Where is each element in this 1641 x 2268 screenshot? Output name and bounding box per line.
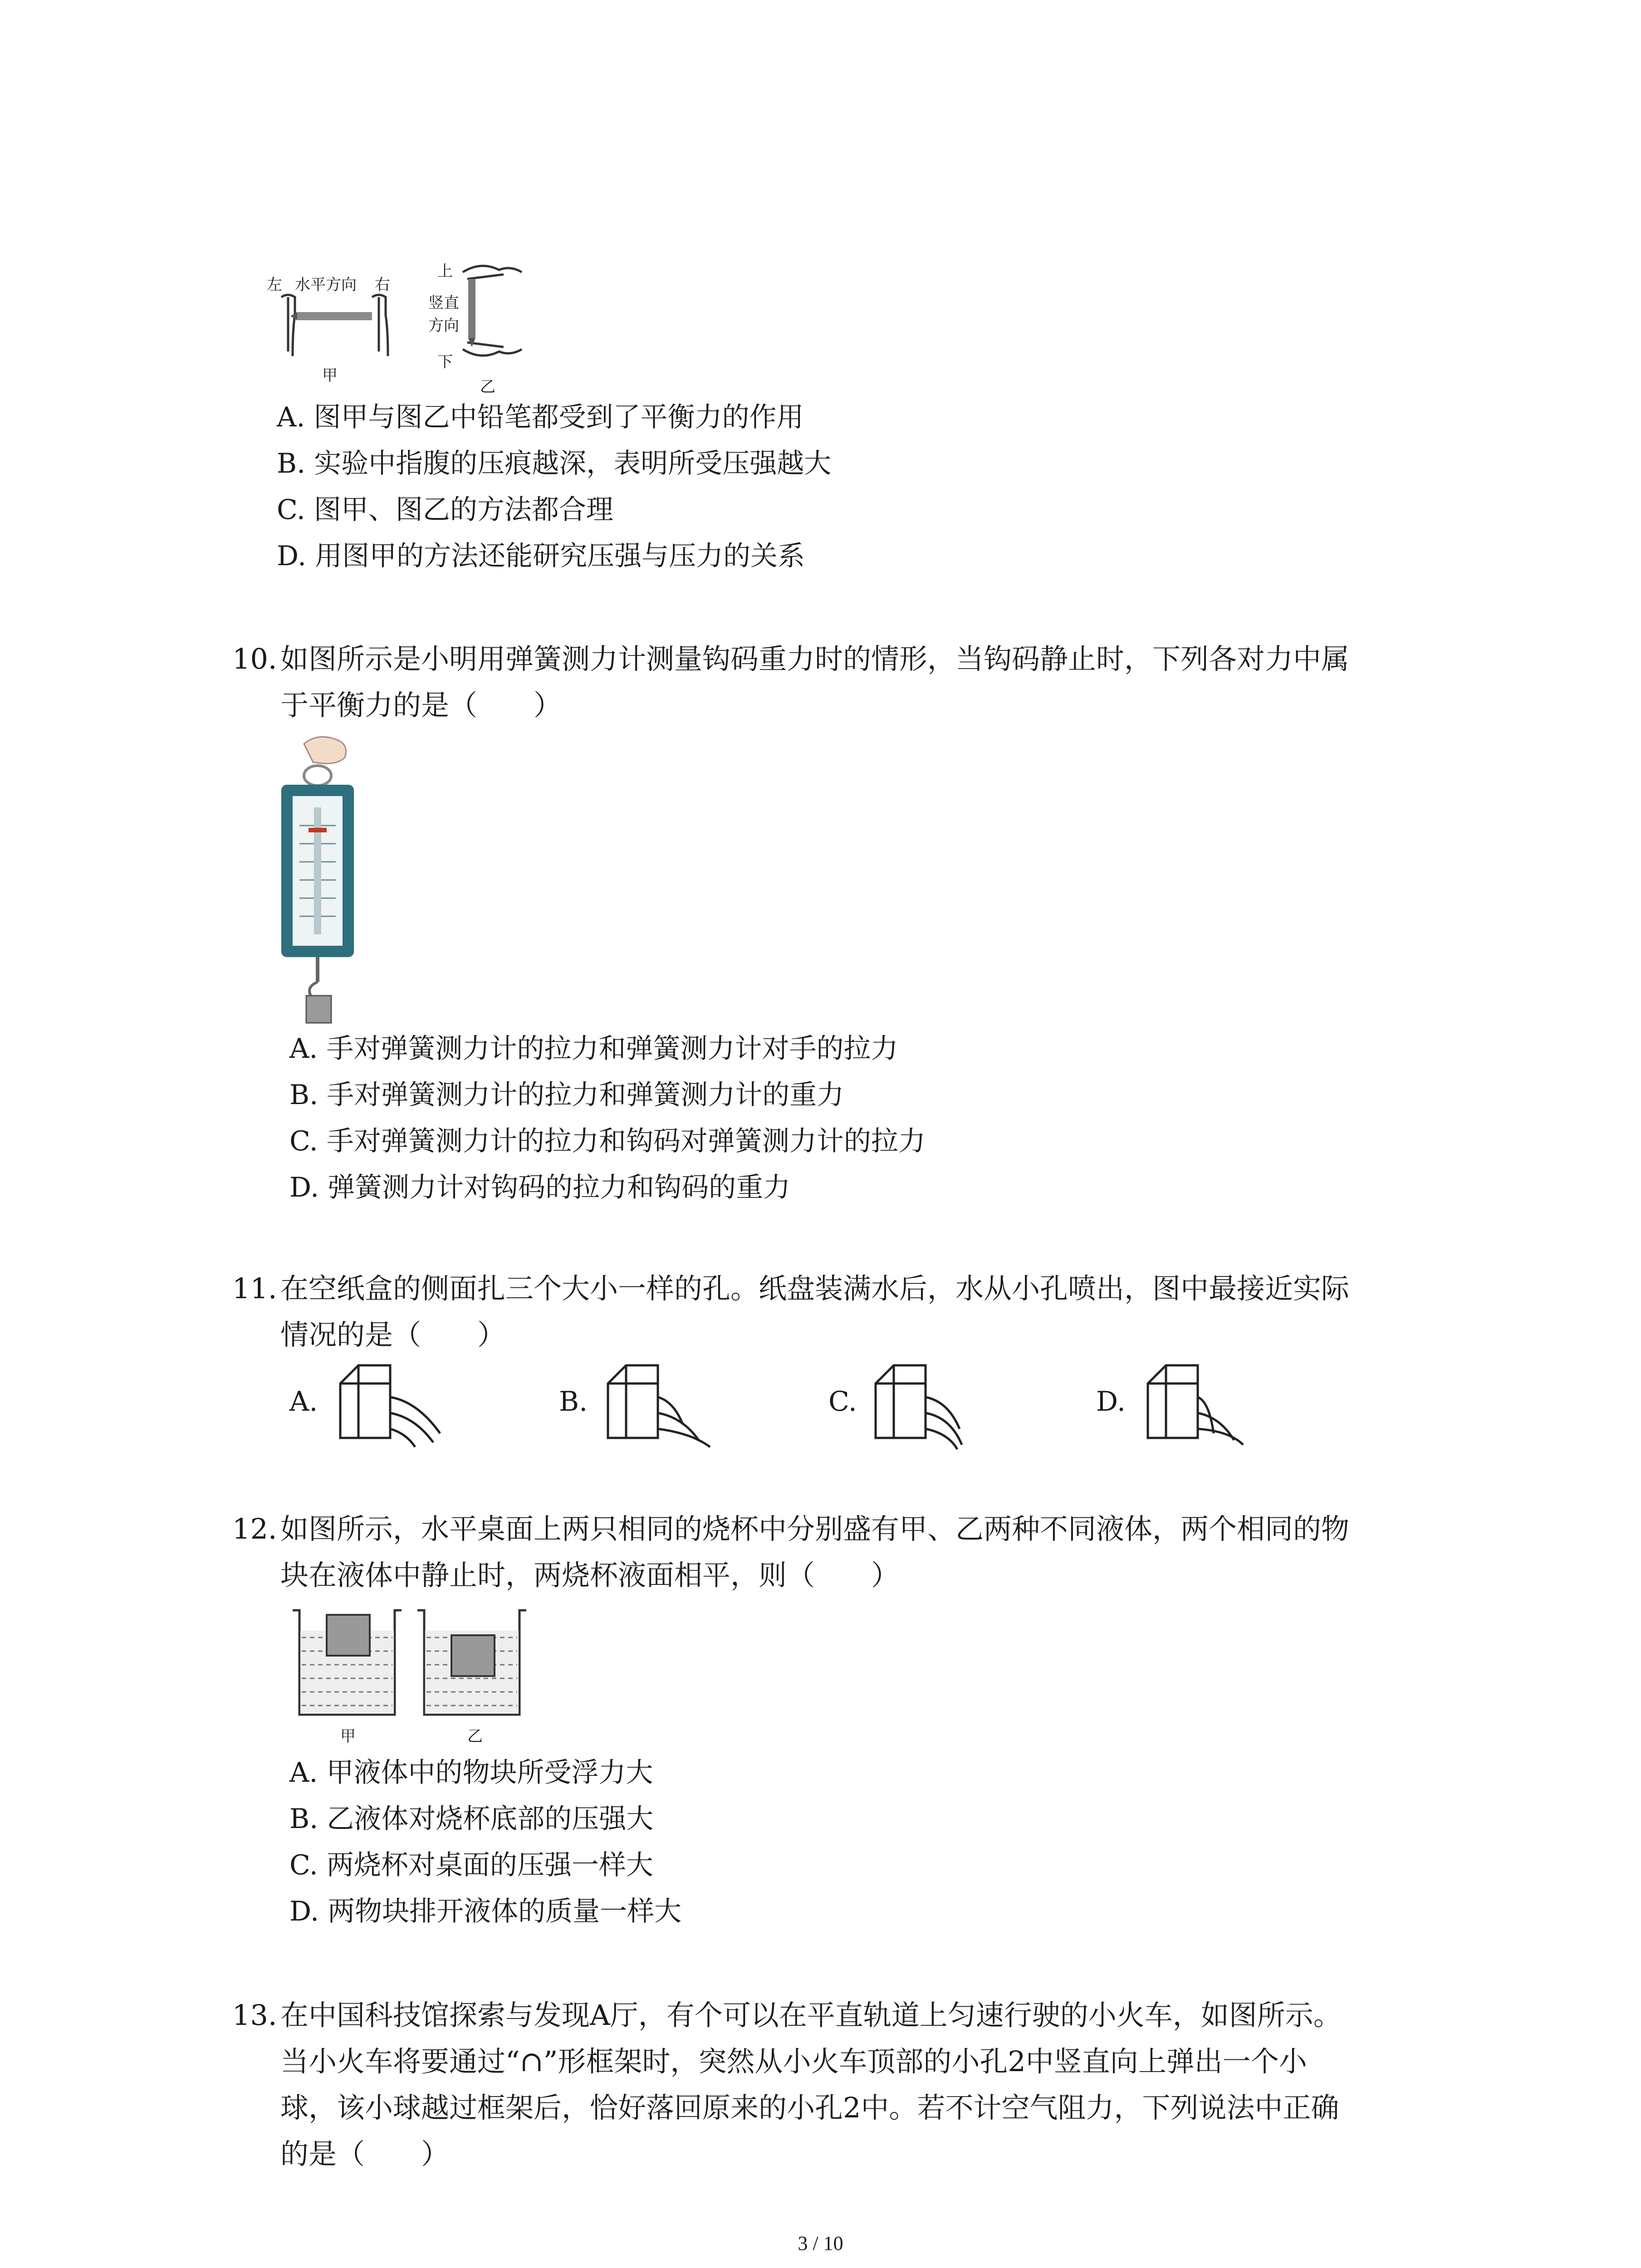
- q11-number: 11.: [232, 1272, 277, 1305]
- q12-option-c[interactable]: C. 两烧杯对桌面的压强一样大: [289, 1849, 653, 1881]
- q11-choice-c-label[interactable]: C.: [828, 1386, 857, 1418]
- label-jia: 甲: [322, 367, 338, 385]
- q11-choice-d-carton[interactable]: [1143, 1356, 1252, 1456]
- q11-choice-a-label[interactable]: A.: [289, 1386, 318, 1418]
- q13-stem-line4: 的是（ ）: [280, 2137, 450, 2170]
- label-up: 上: [437, 262, 453, 280]
- page-number: 3 / 10: [798, 2232, 843, 2254]
- label-right: 右: [375, 276, 390, 294]
- q12-label-jia: 甲: [340, 1727, 356, 1745]
- q10-option-d[interactable]: D. 弹簧测力计对钩码的拉力和钩码的重力: [289, 1172, 791, 1203]
- q10-stem-line1: 如图所示是小明用弹簧测力计测量钩码重力时的情形，当钩码静止时，下列各对力中属: [280, 642, 1350, 675]
- q10-number: 10.: [232, 642, 277, 675]
- q10-option-a[interactable]: A. 手对弹簧测力计的拉力和弹簧测力计对手的拉力: [289, 1033, 898, 1065]
- q11-choice-c-carton[interactable]: [871, 1356, 980, 1456]
- beaker-jia-illustration: [290, 1606, 404, 1719]
- label-horizontal: 水平方向: [295, 276, 357, 294]
- label-vertical-2: 方向: [428, 317, 459, 335]
- beaker-yi-illustration: [415, 1606, 529, 1719]
- q9-option-d[interactable]: D. 用图甲的方法还能研究压强与压力的关系: [277, 540, 805, 572]
- q12-number: 12.: [232, 1512, 277, 1545]
- spring-scale-illustration: [272, 735, 363, 1025]
- q11-choice-d-label[interactable]: D.: [1096, 1386, 1126, 1418]
- q9-option-c[interactable]: C. 图甲、图乙的方法都合理: [277, 494, 613, 526]
- q13-stem-line1: 在中国科技馆探索与发现A厅，有个可以在平直轨道上匀速行驶的小火车，如图所示。: [280, 1999, 1342, 2032]
- q11-stem-line2: 情况的是（ ）: [280, 1318, 506, 1351]
- label-vertical-1: 竖直: [428, 294, 459, 312]
- q12-option-d[interactable]: D. 两物块排开液体的质量一样大: [289, 1896, 682, 1927]
- q13-stem-line3: 球，该小球越过框架后，恰好落回原来的小孔2中。若不计空气阻力，下列说法中正确: [280, 2091, 1339, 2124]
- label-left: 左: [267, 276, 282, 294]
- q9-option-b[interactable]: B. 实验中指腹的压痕越深，表明所受压强越大: [277, 448, 832, 479]
- q12-option-a[interactable]: A. 甲液体中的物块所受浮力大: [289, 1757, 653, 1789]
- q11-choice-b-carton[interactable]: [603, 1356, 712, 1456]
- label-down: 下: [437, 353, 453, 371]
- q10-option-b[interactable]: B. 手对弹簧测力计的拉力和弹簧测力计的重力: [289, 1079, 844, 1111]
- q11-choice-a-carton[interactable]: [336, 1356, 445, 1456]
- pencil-horizontal-illustration: [272, 290, 399, 363]
- pencil-vertical-illustration: [458, 261, 535, 365]
- q11-choice-b-label[interactable]: B.: [559, 1386, 588, 1418]
- q12-stem-line1: 如图所示，水平桌面上两只相同的烧杯中分别盛有甲、乙两种不同液体，两个相同的物: [280, 1512, 1350, 1545]
- q9-option-a[interactable]: A. 图甲与图乙中铅笔都受到了平衡力的作用: [277, 401, 804, 433]
- label-yi: 乙: [480, 378, 495, 396]
- q13-stem-line2: 当小火车将要通过“∩”形框架时，突然从小火车顶部的小孔2中竖直向上弹出一个小: [280, 2045, 1307, 2078]
- q12-label-yi: 乙: [467, 1727, 483, 1745]
- q12-option-b[interactable]: B. 乙液体对烧杯底部的压强大: [289, 1803, 654, 1835]
- q13-number: 13.: [232, 1999, 277, 2032]
- q10-stem-line2: 于平衡力的是（ ）: [280, 689, 562, 722]
- q10-option-c[interactable]: C. 手对弹簧测力计的拉力和钩码对弹簧测力计的拉力: [289, 1125, 926, 1157]
- q12-stem-line2: 块在液体中静止时，两烧杯液面相平，则（ ）: [280, 1559, 900, 1592]
- q11-stem-line1: 在空纸盒的侧面扎三个大小一样的孔。纸盘装满水后，水从小孔喷出，图中最接近实际: [280, 1272, 1350, 1305]
